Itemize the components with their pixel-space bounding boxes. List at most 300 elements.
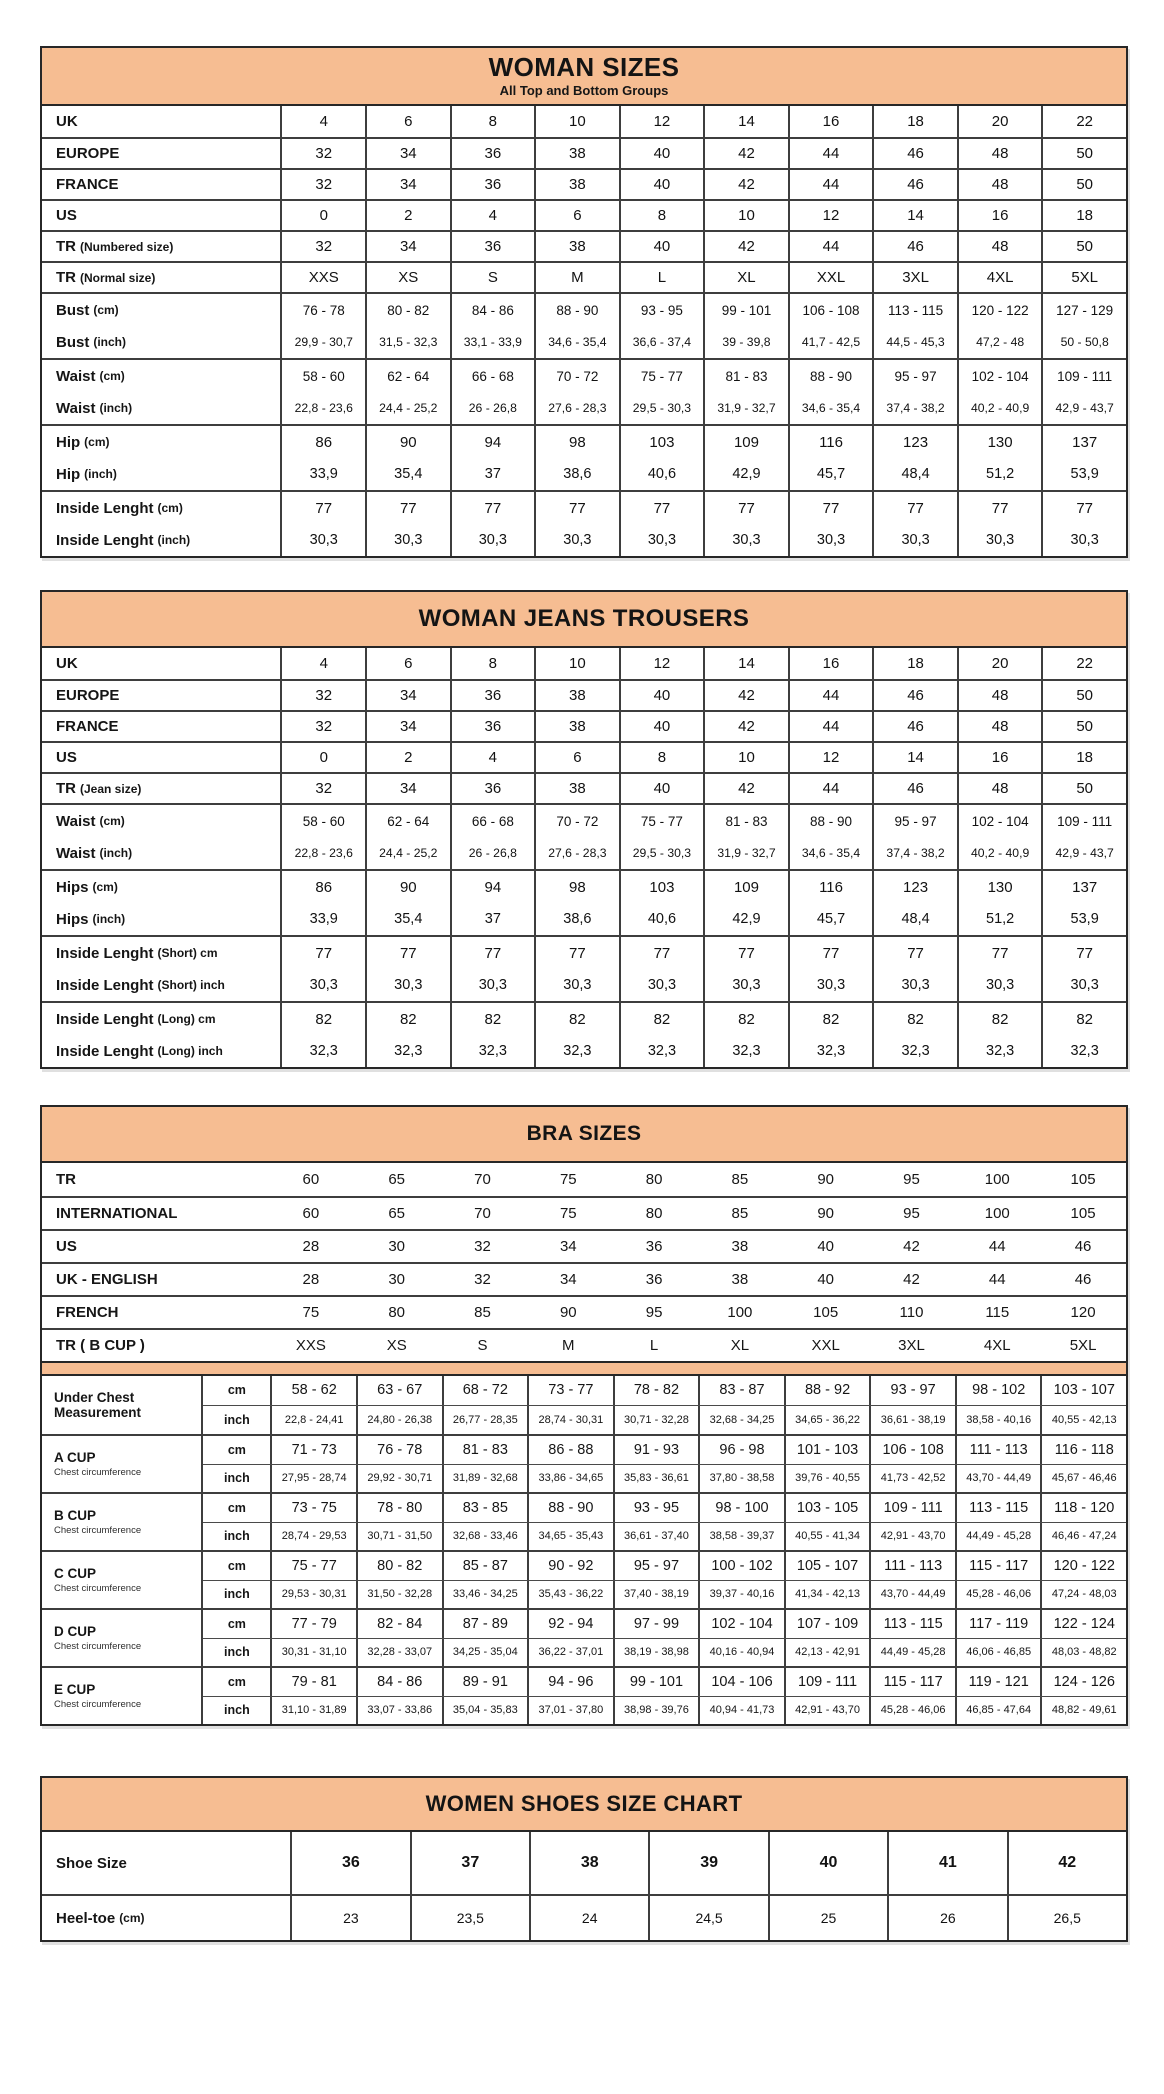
unit-label-cm: cm	[227, 1500, 246, 1515]
bra-measurement-value: 37,80 - 38,58	[698, 1465, 784, 1493]
woman-jeans-table	[40, 590, 1128, 1069]
size-value-pair-cell	[450, 426, 535, 490]
bra-measurement-value: 33,86 - 34,65	[527, 1465, 613, 1493]
bra-size-value: 95	[645, 1304, 663, 1321]
row-label	[42, 201, 280, 230]
bra-measurement-value: 31,10 - 31,89	[270, 1697, 356, 1725]
women-shoes-header-band	[42, 1778, 1126, 1832]
size-value-pair-cell	[1041, 426, 1126, 490]
bra-measurement-value: 48,03 - 48,82	[1040, 1639, 1126, 1667]
size-value-pair-cell	[365, 294, 450, 358]
size-value-cell: 50	[1041, 232, 1126, 261]
size-value-cell: 38	[534, 774, 619, 803]
cup-name: Under Chest Measurement	[54, 1389, 142, 1420]
size-value-pair-cell	[788, 426, 873, 490]
row-label-inch-text: Inside Lenght	[56, 976, 154, 994]
size-value-cell: 14	[872, 743, 957, 772]
size-value-cell: 4	[450, 743, 535, 772]
table-row-group	[42, 1001, 1126, 1067]
size-value-cell: 10	[534, 106, 619, 137]
bra-size-value: 75	[559, 1205, 577, 1222]
size-value-pair-cell	[957, 360, 1042, 424]
value-cm: 77	[315, 944, 333, 962]
row-label-inch	[42, 524, 280, 556]
bra-row-label: FRENCH	[56, 1304, 119, 1321]
value-inch: 40,2 - 40,9	[970, 846, 1030, 860]
size-value-pair-cell	[280, 805, 365, 869]
bra-size-value: 60	[302, 1205, 320, 1222]
table-row	[42, 772, 1126, 803]
row-label-cm-note: (Short) cm	[157, 946, 218, 960]
row-label	[42, 139, 280, 168]
value-inch: 30,3	[816, 977, 846, 993]
value-cm: 98	[569, 878, 586, 896]
value-inch: 30,3	[732, 532, 761, 548]
bra-size-value: XS	[386, 1337, 407, 1354]
bra-size-value: 34	[559, 1271, 577, 1288]
size-value-cell: 44	[788, 139, 873, 168]
cup-row-inch	[203, 1696, 1126, 1725]
table-row-group	[42, 490, 1126, 556]
bra-measurement-value: 36,22 - 37,01	[527, 1639, 613, 1667]
value-cm: 86	[315, 433, 333, 451]
row-label-inch-text: Waist	[56, 399, 96, 417]
size-value-pair-cell	[957, 492, 1042, 556]
size-value-cell: 32	[280, 774, 365, 803]
value-cm: 77	[653, 499, 671, 517]
size-value-cell: XXS	[280, 263, 365, 292]
unit-label-inch: inch	[224, 1645, 250, 1660]
row-group-label	[42, 871, 280, 935]
bra-measurement-value: 31,50 - 32,28	[356, 1581, 442, 1609]
size-value-pair-cell	[619, 871, 704, 935]
bra-measurement-value: 96 - 98	[698, 1436, 784, 1464]
bra-measurement-value: 48,82 - 49,61	[1040, 1697, 1126, 1725]
bra-cup-section	[42, 1550, 1126, 1608]
cup-measurements	[201, 1610, 1126, 1666]
value-inch: 34,6 - 35,4	[801, 401, 861, 415]
size-value-pair-cell	[788, 1003, 873, 1067]
bra-measurement-value: 35,04 - 35,83	[442, 1697, 528, 1725]
woman-jeans-rows	[42, 648, 1126, 1067]
value-cm: 93 - 95	[640, 302, 683, 318]
unit-label-cm: cm	[227, 1442, 246, 1457]
size-value-cell: 32	[280, 712, 365, 741]
size-value-cell: 32	[280, 170, 365, 199]
size-value-pair-cell	[957, 805, 1042, 869]
value-cm: 116	[819, 433, 843, 451]
table-row-group	[42, 424, 1126, 490]
value-cm: 77	[484, 944, 502, 962]
bra-measurement-value: 24,80 - 26,38	[356, 1406, 442, 1435]
size-value-cell: L	[619, 263, 704, 292]
bra-measurement-value: 97 - 99	[613, 1610, 699, 1638]
value-inch: 32,3	[732, 1043, 761, 1059]
size-value-pair-cell	[280, 937, 365, 1001]
value-cm: 130	[987, 878, 1013, 896]
size-value-cell: 12	[788, 743, 873, 772]
size-value-cell: 26	[887, 1896, 1006, 1940]
row-label-inch-note: (inch)	[99, 846, 133, 860]
bra-sizes-top-rows	[42, 1163, 1126, 1361]
row-label-inch-note: (inch)	[93, 335, 127, 349]
value-inch: 32,3	[1070, 1043, 1099, 1059]
woman-jeans-header-band	[42, 592, 1126, 648]
bra-size-value: 5XL	[1069, 1337, 1097, 1354]
row-label-text: Shoe Size	[56, 1854, 127, 1872]
row-label-cm-text: Waist	[56, 812, 96, 830]
size-value-cell: 40	[619, 774, 704, 803]
size-value-pair-cell	[365, 805, 450, 869]
size-value-cell: 48	[957, 232, 1042, 261]
size-value-cell: 46	[872, 232, 957, 261]
value-cm: 82	[1076, 1010, 1093, 1028]
value-inch: 42,9 - 43,7	[1055, 846, 1114, 860]
value-cm: 81 - 83	[725, 368, 768, 384]
size-value-pair-cell	[450, 360, 535, 424]
value-cm: 84 - 86	[471, 302, 514, 318]
unit-label-cm: cm	[227, 1616, 246, 1631]
size-value-cell: 48	[957, 170, 1042, 199]
size-value-pair-cell	[703, 805, 788, 869]
value-cm: 77	[484, 499, 502, 517]
row-label	[42, 106, 280, 137]
bra-measurement-value: 122 - 124	[1040, 1610, 1126, 1638]
size-value-cell: 50	[1041, 170, 1126, 199]
row-group-label	[42, 360, 280, 424]
value-inch: 31,5 - 32,3	[379, 335, 438, 349]
bra-cup-section	[42, 1376, 1126, 1434]
bra-measurement-value: 37,40 - 38,19	[613, 1581, 699, 1609]
bra-measurement-value: 33,07 - 33,86	[356, 1697, 442, 1725]
size-value-cell: 50	[1041, 139, 1126, 168]
unit-label-inch: inch	[224, 1703, 250, 1718]
row-label	[42, 712, 280, 741]
value-inch: 32,3	[816, 1043, 846, 1059]
value-inch: 26 - 26,8	[468, 401, 517, 415]
size-value-cell: 41	[887, 1832, 1006, 1894]
bra-measurement-value: 79 - 81	[270, 1668, 356, 1696]
bra-measurement-value: 34,25 - 35,04	[442, 1639, 528, 1667]
size-value-pair-cell	[872, 1003, 957, 1067]
size-value-cell: 40	[619, 681, 704, 710]
value-cm: 90	[399, 878, 417, 896]
bra-measurement-value: 73 - 75	[270, 1494, 356, 1522]
bra-size-value: 36	[645, 1271, 663, 1288]
table-row	[42, 1894, 1126, 1940]
row-label-inch-note: (inch)	[157, 533, 191, 547]
value-inch: 34,6 - 35,4	[548, 335, 607, 349]
size-value-pair-cell	[957, 871, 1042, 935]
bra-measurement-value: 83 - 85	[442, 1494, 528, 1522]
bra-size-value: 85	[731, 1171, 749, 1188]
bra-measurement-value: 111 - 113	[869, 1552, 955, 1580]
value-inch: 30,3	[394, 977, 423, 993]
size-value-cell: 39	[648, 1832, 767, 1894]
size-value-cell: 40	[619, 139, 704, 168]
bra-row-label: TR ( B CUP )	[56, 1337, 145, 1354]
bra-measurement-value: 36,61 - 38,19	[869, 1406, 955, 1435]
value-inch: 33,1 - 33,9	[463, 335, 522, 349]
value-inch: 24,4 - 25,2	[379, 401, 438, 415]
bra-measurement-value: 103 - 107	[1040, 1376, 1126, 1405]
table-row-group	[42, 935, 1126, 1001]
bra-measurement-value: 35,83 - 36,61	[613, 1465, 699, 1493]
bra-measurement-value: 78 - 82	[613, 1376, 699, 1405]
size-value-cell: 25	[768, 1896, 887, 1940]
value-cm: 113 - 115	[888, 302, 944, 318]
table-row	[42, 741, 1126, 772]
bra-measurement-value: 73 - 77	[527, 1376, 613, 1405]
table-row-group	[42, 292, 1126, 358]
bra-measurement-value: 124 - 126	[1040, 1668, 1126, 1696]
size-value-pair-cell	[872, 360, 957, 424]
bra-size-value: XL	[730, 1337, 750, 1354]
row-label-text: US	[56, 749, 77, 766]
bra-measurement-value: 84 - 86	[356, 1668, 442, 1696]
size-value-pair-cell	[280, 1003, 365, 1067]
value-cm: 70 - 72	[556, 813, 599, 829]
bra-measurement-value: 88 - 90	[527, 1494, 613, 1522]
bra-size-value: 3XL	[898, 1337, 925, 1354]
value-inch: 30,3	[478, 977, 507, 993]
table-row	[42, 168, 1126, 199]
row-label-cm-text: Hips	[56, 878, 89, 896]
value-inch: 32,3	[478, 1043, 507, 1059]
size-value-cell: 0	[280, 743, 365, 772]
size-value-cell: 23	[290, 1896, 409, 1940]
bra-measurement-value: 32,68 - 33,46	[442, 1523, 528, 1551]
bra-size-value: 105	[1070, 1171, 1096, 1188]
size-value-cell: 8	[619, 201, 704, 230]
value-cm: 137	[1072, 433, 1098, 451]
size-value-pair-cell	[534, 294, 619, 358]
row-label-text: US	[56, 207, 77, 224]
bra-measurement-value: 44,49 - 45,28	[955, 1523, 1041, 1551]
bra-measurement-value: 28,74 - 30,31	[527, 1406, 613, 1435]
row-label-cm-note: (cm)	[92, 880, 118, 894]
bra-measurement-value: 30,71 - 31,50	[356, 1523, 442, 1551]
size-value-cell: 38	[534, 139, 619, 168]
value-cm: 81 - 83	[725, 813, 768, 829]
bra-measurement-value: 113 - 115	[955, 1494, 1041, 1522]
size-value-pair-cell	[534, 492, 619, 556]
size-value-pair-cell	[450, 805, 535, 869]
bra-size-value: 28	[302, 1238, 320, 1255]
row-label-text: TR	[56, 238, 76, 255]
row-group-label	[42, 1003, 280, 1067]
value-inch: 47,2 - 48	[976, 335, 1025, 349]
size-value-cell: 44	[788, 170, 873, 199]
size-value-pair-cell	[1041, 492, 1126, 556]
size-value-cell: 23,5	[410, 1896, 529, 1940]
bra-measurement-value: 38,19 - 38,98	[613, 1639, 699, 1667]
row-group-label	[42, 492, 280, 556]
row-label-text: FRANCE	[56, 176, 119, 193]
size-value-cell: 50	[1041, 681, 1126, 710]
value-inch: 30,3	[901, 977, 930, 993]
value-cm: 77	[1076, 944, 1093, 962]
value-cm: 98	[569, 433, 586, 451]
bra-size-value: 105	[813, 1304, 839, 1321]
row-label-cm-text: Inside Lenght	[56, 499, 154, 517]
bra-measurement-value: 100 - 102	[698, 1552, 784, 1580]
row-label-inch	[42, 903, 280, 935]
value-inch: 32,3	[986, 1043, 1015, 1059]
bra-measurement-value: 89 - 91	[442, 1668, 528, 1696]
unit-label-inch: inch	[224, 1412, 250, 1427]
row-label-text: Heel-toe	[56, 1909, 116, 1927]
value-cm: 77	[991, 944, 1009, 962]
bra-size-value: 100	[727, 1304, 753, 1321]
value-inch: 24,4 - 25,2	[379, 846, 438, 860]
bra-measurement-value: 22,8 - 24,41	[270, 1406, 356, 1435]
row-label-cm	[42, 360, 280, 392]
woman-sizes-rows	[42, 106, 1126, 556]
value-inch: 38,6	[563, 466, 592, 482]
bra-measurement-value: 38,98 - 39,76	[613, 1697, 699, 1725]
size-value-cell: 6	[365, 106, 450, 137]
bra-measurement-value: 44,49 - 45,28	[869, 1639, 955, 1667]
value-inch: 51,2	[986, 466, 1015, 482]
size-value-cell: 46	[872, 139, 957, 168]
bra-size-value: 44	[988, 1238, 1006, 1255]
value-cm: 77	[822, 944, 840, 962]
size-value-cell: 36	[450, 232, 535, 261]
size-value-cell: 32	[280, 232, 365, 261]
bra-size-value: XXS	[295, 1337, 326, 1354]
size-value-cell: 26,5	[1007, 1896, 1126, 1940]
value-cm: 106 - 108	[802, 302, 860, 318]
size-value-pair-cell	[534, 871, 619, 935]
size-value-cell: XS	[365, 263, 450, 292]
value-cm: 88 - 90	[810, 368, 853, 384]
bra-standard-row	[42, 1328, 1126, 1361]
value-inch: 39 - 39,8	[722, 335, 771, 349]
bra-measurement-value: 115 - 117	[955, 1552, 1041, 1580]
size-value-cell: 42	[703, 232, 788, 261]
row-label-text: FRANCE	[56, 718, 119, 735]
value-cm: 123	[903, 878, 929, 896]
bra-size-value: 40	[817, 1271, 835, 1288]
value-inch: 30,3	[309, 532, 338, 548]
size-value-cell: 34	[365, 232, 450, 261]
bra-measurement-value: 34,65 - 35,43	[527, 1523, 613, 1551]
value-inch: 30,3	[986, 532, 1015, 548]
woman-jeans-title: WOMAN JEANS TROUSERS	[418, 605, 750, 632]
row-label-inch-text: Waist	[56, 844, 96, 862]
row-label	[42, 1896, 290, 1940]
size-value-cell: 34	[365, 139, 450, 168]
size-value-pair-cell	[957, 937, 1042, 1001]
size-value-cell: 20	[957, 106, 1042, 137]
size-value-cell: 4	[450, 201, 535, 230]
size-value-pair-cell	[703, 1003, 788, 1067]
table-row-group	[42, 869, 1126, 935]
row-label-inch-note: (inch)	[84, 467, 117, 481]
table-row	[42, 137, 1126, 168]
row-label-cm	[42, 871, 280, 903]
size-value-pair-cell	[534, 937, 619, 1001]
unit-label-cm: cm	[227, 1674, 246, 1689]
size-value-pair-cell	[703, 294, 788, 358]
table-row	[42, 648, 1126, 679]
cup-subtitle: Chest circumference	[54, 1524, 142, 1536]
value-cm: 58 - 60	[302, 813, 345, 829]
unit-label-inch: inch	[224, 1471, 250, 1486]
size-value-pair-cell	[280, 871, 365, 935]
size-value-cell: 14	[703, 648, 788, 679]
size-value-pair-cell	[703, 426, 788, 490]
cup-measurements	[201, 1668, 1126, 1724]
size-value-pair-cell	[365, 937, 450, 1001]
size-value-cell: 42	[703, 139, 788, 168]
value-inch: 29,5 - 30,3	[632, 401, 692, 415]
cup-row-cm	[203, 1436, 1126, 1464]
size-value-pair-cell	[872, 871, 957, 935]
value-cm: 103	[649, 433, 675, 451]
value-cm: 88 - 90	[556, 302, 599, 318]
size-value-cell: 50	[1041, 712, 1126, 741]
cup-row-inch	[203, 1638, 1126, 1667]
size-value-cell: 18	[872, 648, 957, 679]
value-inch: 30,3	[394, 532, 423, 548]
value-inch: 29,5 - 30,3	[632, 846, 692, 860]
bra-measurement-value: 29,53 - 30,31	[270, 1581, 356, 1609]
size-value-cell: 44	[788, 232, 873, 261]
size-value-pair-cell	[1041, 805, 1126, 869]
size-value-cell: 14	[872, 201, 957, 230]
value-inch: 44,5 - 45,3	[886, 335, 945, 349]
value-cm: 77	[315, 499, 333, 517]
size-value-cell: 4	[280, 648, 365, 679]
size-value-pair-cell	[280, 294, 365, 358]
value-cm: 80 - 82	[387, 302, 430, 318]
size-value-cell: 46	[872, 681, 957, 710]
bra-measurement-value: 39,37 - 40,16	[698, 1581, 784, 1609]
bra-size-value: 85	[474, 1304, 491, 1321]
bra-measurement-value: 40,55 - 41,34	[784, 1523, 870, 1551]
bra-measurement-value: 91 - 93	[613, 1436, 699, 1464]
bra-measurement-value: 102 - 104	[698, 1610, 784, 1638]
value-inch: 41,7 - 42,5	[801, 335, 861, 349]
value-cm: 82	[991, 1010, 1009, 1028]
row-label	[42, 170, 280, 199]
woman-sizes-subtitle: All Top and Bottom Groups	[499, 83, 669, 98]
cup-row-cm	[203, 1668, 1126, 1696]
value-cm: 95 - 97	[894, 813, 937, 829]
size-value-cell: 32	[280, 681, 365, 710]
bra-measurement-value: 41,34 - 42,13	[784, 1581, 870, 1609]
bra-measurement-value: 27,95 - 28,74	[270, 1465, 356, 1493]
size-value-cell: 16	[957, 743, 1042, 772]
cup-name: A CUP	[54, 1450, 96, 1466]
value-cm: 82	[822, 1010, 840, 1028]
bra-measurement-value: 106 - 108	[869, 1436, 955, 1464]
row-label-note: (Normal size)	[80, 270, 156, 285]
size-value-pair-cell	[872, 805, 957, 869]
cup-row-inch	[203, 1580, 1126, 1609]
value-inch: 40,6	[647, 911, 677, 927]
row-label-cm	[42, 805, 280, 837]
size-value-pair-cell	[280, 360, 365, 424]
value-inch: 42,9	[732, 466, 761, 482]
bra-size-value: 100	[984, 1171, 1010, 1188]
size-value-cell: 3XL	[872, 263, 957, 292]
value-inch: 38,6	[563, 911, 592, 927]
size-value-pair-cell	[365, 492, 450, 556]
size-value-pair-cell	[872, 492, 957, 556]
